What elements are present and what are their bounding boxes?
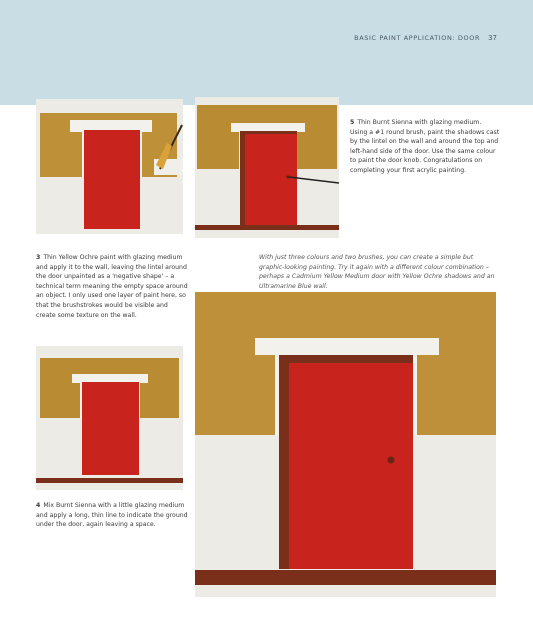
step-5-text: Thin Burnt Sienna with glazing medium. Using a #1 round brush, paint the shadows cast by the lintel on the wall and around the top and left-hand side of the door. Use the same colour to paint the door knob. Congratulations on completing your first acrylic painting. [350, 119, 500, 174]
section-title: BASIC PAINT APPLICATION: DOOR [354, 34, 481, 42]
step-4-painting [36, 346, 183, 490]
running-header [354, 34, 497, 42]
step-4-caption [36, 501, 188, 530]
final-painting [195, 292, 496, 597]
step-4-text: Mix Burnt Sienna with a little glazing medium and apply a long, thin line to indicate the ground under the door, again leaving a space. [36, 502, 188, 529]
step-3-text: Thin Yellow Ochre paint with glazing medium and apply it to the wall, leaving the lintel around the door unpainted as a 'negative shape' – a technical term meaning the empty space around an object. I only used one layer of paint here, so that the brushstrokes would be visible and create some texture on the wall. [36, 254, 188, 319]
step-3-caption [36, 253, 188, 320]
intro-paragraph: With just three colours and two brushes, you can create a simple but graphic-looking painting. Try it again with a different colour combination – perhaps a Cadmium Yellow Medium door with Yellow Ochre shadows and an Ultramarine Blue wall. [259, 254, 495, 290]
header-band [0, 0, 533, 105]
step-5-caption [350, 118, 500, 176]
step-3-painting [36, 99, 183, 234]
step-5-painting [195, 97, 339, 238]
step-3-number: 3 [36, 254, 41, 261]
step-5-number: 5 [350, 119, 355, 126]
page-number: 37 [488, 34, 497, 42]
step-4-number: 4 [36, 502, 41, 509]
